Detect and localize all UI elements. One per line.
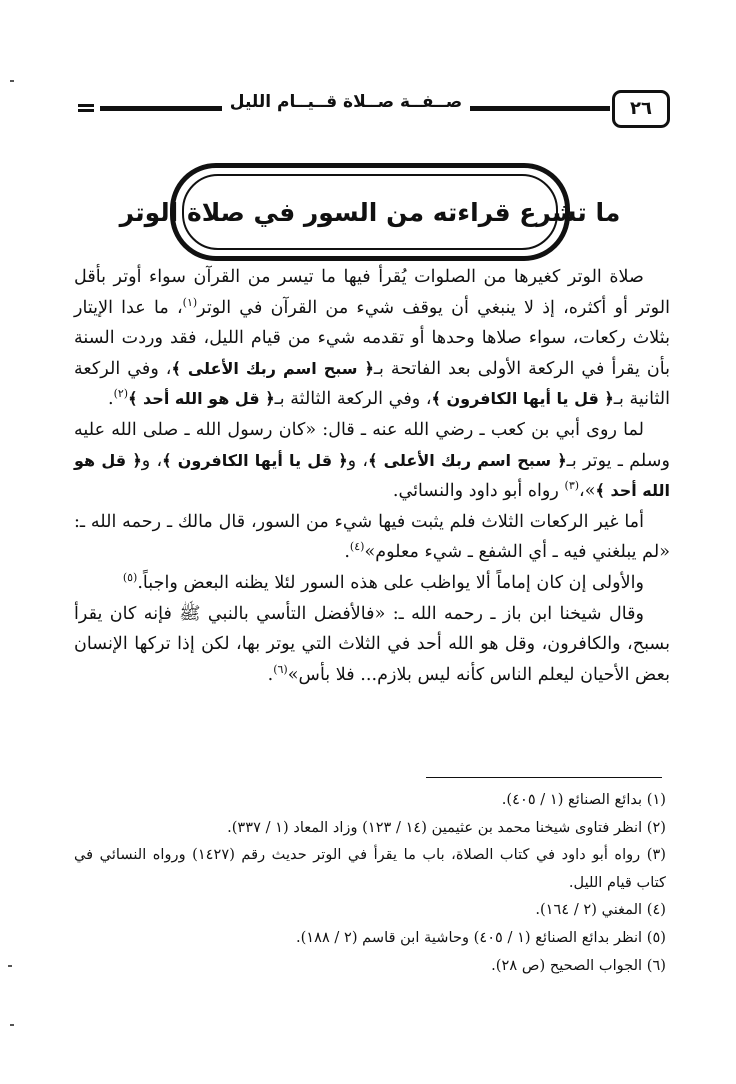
text-run: . — [267, 664, 274, 685]
text-run: صلاة الوتر كغيرها من الصلوات يُقرأ فيها ما تيسر من القرآن سواء أوتر بأقل الوتر أو أكثره، إذ لا ينبغي أن يوقف شيء من القرآن في الوتر — [74, 267, 670, 318]
footnote-ref: (٦) — [273, 662, 288, 676]
footnote-ref: (١) — [182, 295, 198, 309]
page-number: ٢٦ — [612, 90, 670, 128]
footnote-ref: (٤) — [349, 540, 365, 554]
quran-quote: ﴿ قل هو الله أحد ﴾ — [128, 389, 275, 409]
paragraph-1 — [74, 262, 670, 415]
chapter-title: ما تشرع قراءته من السور في صلاة الوتر — [119, 197, 621, 227]
scan-mark — [8, 965, 12, 967]
footnote-1: (١) بدائع الصنائع (١ / ٤٠٥). — [501, 791, 666, 808]
paragraph-5 — [74, 599, 670, 691]
text-run: ، وفي الركعة الثالثة بـ — [274, 389, 432, 410]
text-run: ، و — [347, 450, 369, 471]
paragraph-3 — [74, 507, 670, 568]
quran-quote: ﴿ قل هو الله أحد ﴾ — [74, 450, 670, 501]
footnote-4: (٤) المغني (٢ / ١٦٤). — [535, 901, 666, 919]
footnotes — [74, 786, 666, 979]
footnote-3: (٣) رواه أبو داود في كتاب الصلاة، باب ما يقرأ في الوتر حديث رقم (١٤٢٧) ورواه النسائي في كتاب قيام الليل. — [74, 846, 666, 891]
text-run: أما غير الركعات الثلاث فلم يثبت فيها شيء من السور، قال مالك ـ رحمه الله ـ: «لم يبلغني فيه ـ أي الشفع ـ شيء معلوم» — [74, 511, 670, 563]
body-text — [74, 262, 670, 690]
scan-mark — [10, 80, 14, 82]
text-run: . — [107, 389, 114, 410]
text-run: وقال شيخنا ابن باز ـ رحمه الله ـ: «فالأفضل التأسي بالنبي ﷺ فإنه كان يقرأ بسبح، والكافرون، وقل هو الله أحد في الثلاث التي يوتر بها، لكن إذا تركها الإنسان بعض الأحيان ليعلم الناس كأنه ليس بلازم... فلا بأس» — [74, 603, 670, 685]
footnote-5: (٥) انظر بدائع الصنائع (١ / ٤٠٥) وحاشية ابن قاسم (٢ / ١٨٨). — [295, 928, 666, 946]
text-run: . — [344, 542, 350, 563]
footnote-2: (٢) انظر فتاوى شيخنا محمد بن عثيمين (١٤ / ١٢٣) وزاد المعاد (١ / ٣٣٧). — [227, 818, 666, 836]
footnote-ref: (٥) — [122, 571, 138, 585]
quran-quote: ﴿ قل يا أيها الكافرون ﴾ — [431, 389, 614, 409]
scan-mark — [10, 1024, 14, 1026]
text-run: ، و — [141, 450, 163, 471]
text-run: ، وفي الركعة الثانية بـ — [74, 358, 670, 410]
quran-quote: ﴿ سبح اسم ربك الأعلى ﴾ — [171, 358, 374, 378]
text-run: لما روى أبي بن كعب ـ رضي الله عنه ـ قال: «كان رسول الله ـ صلى الله عليه وسلم ـ يوتر بـ — [74, 419, 670, 471]
text-run: والأولى إن كان إماماً ألا يواظب على هذه السور لئلا يظنه البعض واجباً. — [137, 572, 644, 593]
footnote-6: (٦) الجواب الصحيح (ص ٢٨). — [491, 956, 666, 974]
header-dash-ornament — [78, 104, 94, 107]
text-run: رواه أبو داود والنسائي. — [392, 481, 565, 502]
footnote-ref: (٣) — [564, 479, 580, 493]
running-title-text: صــفــة صــلاة قــيــام الليل — [222, 92, 470, 112]
quran-quote: ﴿ قل يا أيها الكافرون ﴾ — [162, 450, 348, 470]
footnote-ref: (٢) — [113, 387, 129, 401]
quran-quote: ﴿ سبح اسم ربك الأعلى ﴾ — [368, 450, 567, 470]
running-title — [96, 92, 596, 112]
footnote-separator — [426, 777, 662, 778]
text-run: »، — [579, 481, 596, 502]
chapter-title-inner-frame — [119, 174, 621, 250]
text-run: ، ما عدا الإيتار بثلاث ركعات، سواء صلاها وحدها أو تقدمه شيء من قيام الليل، فقد وردت السنة بأن يقرأ في الركعة الأولى بعد الفاتحة بـ — [74, 297, 671, 379]
paragraph-2 — [74, 415, 670, 507]
paragraph-4 — [74, 568, 670, 599]
